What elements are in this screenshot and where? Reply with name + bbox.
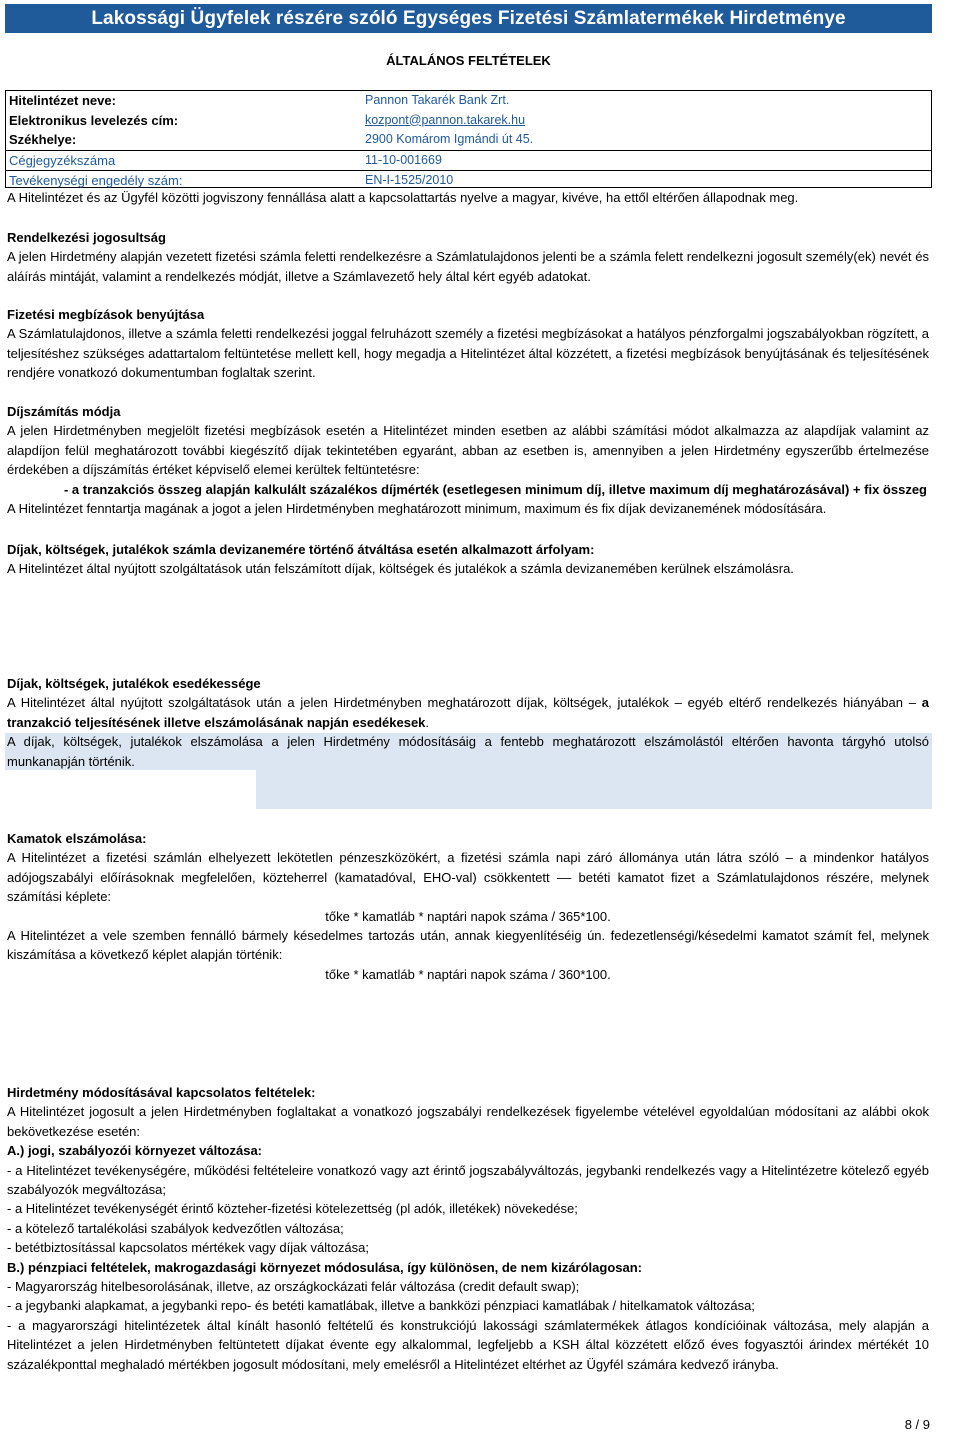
section-text-c: .	[425, 714, 430, 730]
info-row-registration	[6, 150, 931, 171]
email-link[interactable]: kozpont@pannon.takarek.hu	[365, 112, 526, 127]
section-text: A jelen Hirdetmény alapján vezetett fizetési számla feletti rendelkezésre a Számlatulajdonos jelenti be a számla felett rendelkezni jogosult személy(ek) nevét és aláírás mintáját, valamint a rendelkezés módját, illetve a Számlavezető hely által kért egyéb adatokat.	[7, 249, 929, 284]
section-heading: Rendelkezési jogosultság	[7, 230, 166, 245]
section-rendelkezesi	[7, 228, 929, 286]
license-value: EN-I-1525/2010	[365, 173, 454, 187]
list-item: - a Hitelintézet tevékenységére, működési feltételeire vonatkozó vagy azt érintő jogszabályváltozás, jegybanki rendelkezés vagy a Hitelintézetre kötelező egyéb szabályozók megváltozása;	[7, 1162, 929, 1198]
subsection-b-heading: B.) pénzpiaci feltételek, makrogazdasági környezet módosulása, így különösen, de nem kizárólagosan:	[7, 1259, 643, 1275]
fee-formula: - a tranzakciós összeg alapján kalkulált százalékos díjmérték (esetlegesen minimum díj, illetve maximum díj meghatározásával) + fix összeg	[63, 481, 927, 497]
section-atvaltas	[7, 540, 929, 579]
name-label: Hitelintézet neve:	[9, 93, 116, 108]
info-row-name	[6, 91, 931, 111]
section-heading: Fizetési megbízások benyújtása	[7, 307, 205, 322]
section-esedekesseg	[7, 674, 929, 771]
banner-title: Lakossági Ügyfelek részére szóló Egységes Fizetési Számlatermékek Hirdetménye	[91, 7, 846, 29]
info-row-email	[6, 111, 931, 131]
seat-value: 2900 Komárom Igmándi út 45.	[365, 132, 534, 146]
section-text-2: A Hitelintézet fenntartja magának a jogot a jelen Hirdetményben meghatározott minimum, maximum és fix díjak devizanemének módosítására.	[7, 501, 827, 517]
section-text-a: A Hitelintézet által nyújtott szolgáltatások után a jelen Hirdetményben meghatározott díjak, költségek, jutalékok – egyéb eltérő rendelkezés hiányában –	[7, 695, 922, 711]
section-text-b: a tranzakció teljesítésének illetve elszámolásának napján esedékesek	[7, 695, 929, 730]
section-kamatok	[7, 829, 929, 984]
list-item: - a Hitelintézet tevékenységét érintő közteher-fizetési kötelezettség (pl adók, illetékek) növekedése;	[7, 1201, 578, 1217]
section-text: A Hitelintézet által nyújtott szolgáltatások után felszámított díjak, költségek és jutalékok a számla devizanemében kerülnek elszámolásra.	[7, 561, 794, 577]
interest-formula-2: tőke * kamatláb * naptári napok száma / 360*100.	[325, 966, 611, 982]
email-label: Elektronikus levelezés cím:	[9, 112, 179, 128]
section-heading: Díjak, költségek, jutalékok esedékessége	[7, 676, 261, 691]
section-heading: Hirdetmény módosításával kapcsolatos feltételek:	[7, 1085, 316, 1100]
section-text	[7, 693, 929, 732]
list-item: - a kötelező tartalékolási szabályok kedvezőtlen változása;	[7, 1220, 344, 1236]
reg-label: Cégjegyzékszáma	[9, 152, 116, 168]
seat-label: Székhelye:	[9, 132, 77, 147]
license-label: Tevékenységi engedély szám:	[9, 173, 183, 188]
section-heading: Díjak, költségek, jutalékok számla devizanemére történő átváltása esetén alkalmazott árfolyam:	[7, 542, 595, 557]
list-item: - betétbiztosítással kapcsolatos mértékek vagy díjak változása;	[7, 1240, 370, 1256]
interest-formula-1: tőke * kamatláb * naptári napok száma / 365*100.	[325, 908, 611, 924]
info-row-seat	[6, 130, 931, 150]
subsection-a-heading: A.) jogi, szabályozói környezet változása:	[7, 1143, 263, 1159]
section-text: A Számlatulajdonos, illetve a számla feletti rendelkezési joggal felruházott személy a fizetési megbízásokat a hatályos pénzforgalmi jogszabályokban rögzített, a teljesítéshez szükséges adattartalom feltüntetése mellett kell, hogy megadja a Hitelintézet által közzétett, a fizetési megbízások benyújtásának és teljesítésének rendjére vonatkozó dokumentumban foglaltak szerint.	[7, 326, 929, 381]
section-heading: Kamatok elszámolása:	[7, 831, 147, 846]
section-heading: Díjszámítás módja	[7, 404, 121, 419]
section-title: ÁLTALÁNOS FELTÉTELEK	[386, 53, 551, 68]
list-item: - a jegybanki alapkamat, a jegybanki repo- és betéti kamatlábak, illetve a bankközi pénzpiaci kamatlábak / hitelkamatok változása;	[7, 1298, 755, 1314]
highlight-gap	[5, 770, 256, 810]
list-item: - Magyarország hitelbesorolásának, illetve, az országkockázati felár változása (credit default swap);	[7, 1279, 580, 1295]
section-text: A jelen Hirdetményben megjelölt fizetési megbízások esetén a Hitelintézet minden esetben az alábbi számítási módot alkalmazza az alapdíjak valamint az alapdíjon felül meghatározott további kiegészítő díjak tekintetében egyaránt, abban az esetben is, amennyiben a jelen Hirdetmény egyszerűbb értelmezése érdekében a díjszámítás értéket képviselő elemei kerültek feltüntetésre:	[7, 423, 929, 478]
section-fizetesi-megbizasok	[7, 305, 929, 383]
section-text: A Hitelintézet jogosult a jelen Hirdetményben foglaltakat a vonatkozó jogszabályi rendelkezések figyelembe vételével egyoldalúan módosítani az alábbi okok bekövetkezése esetén:	[7, 1104, 929, 1139]
page-banner	[5, 4, 932, 33]
section-modositas	[7, 1083, 929, 1374]
section-text-2: A Hitelintézet a vele szemben fennálló bármely késedelmes tartozás után, annak kiegyenlítéséig ún. fedezetlenségi/késedelmi kamatot számít fel, melynek kiszámítása a következő képlet alapján történik:	[7, 928, 929, 963]
reg-value: 11-10-001669	[365, 152, 442, 167]
language-note: A Hitelintézet és az Ügyfél közötti jogviszony fennállása alatt a kapcsolattartás nyelve a magyar, kivéve, ha ettől eltérően állapodnak meg.	[7, 190, 799, 205]
section-dijszamitas	[7, 402, 929, 518]
section-text: A Hitelintézet a fizetési számlán elhelyezett lekötetlen pénzeszközökért, a fizetési számla napi záró állománya után látra szóló – a mindenkor hatályos adójogszabályi előírásoknak megfelelően, közteherrel (kamatadóval, EHO-val) csökkentett –– betéti kamatot fizet a Számlatulajdonos részére, melynek számítási képlete:	[7, 850, 929, 905]
page-number: 8 / 9	[904, 1417, 930, 1432]
institution-info-table	[5, 90, 932, 188]
highlight-text: A díjak, költségek, jutalékok elszámolása a jelen Hirdetmény módosításáig a fentebb meghatározott elszámolástól eltérően havonta tárgyhó utolsó munkanapján történik.	[7, 734, 929, 769]
name-value: Pannon Takarék Bank Zrt.	[365, 93, 510, 107]
list-item: - a magyarországi hitelintézetek által kínált hasonló feltételű és konstrukciójú lakossági számlatermékek átlagos kondícióinak változása, mely alapján a Hitelintézet a jelen Hirdetményben feltüntetett díjakat évente egy alkalommal, legfeljebb a KSH által közzétett előző éves fogyasztói árindex mértékét 10 százalékponttal meghaladó mértékben jogosult módosítani, mely emelésről a Hitelintézet eltérhet az Ügyfél számára kedvező irányba.	[7, 1317, 929, 1372]
